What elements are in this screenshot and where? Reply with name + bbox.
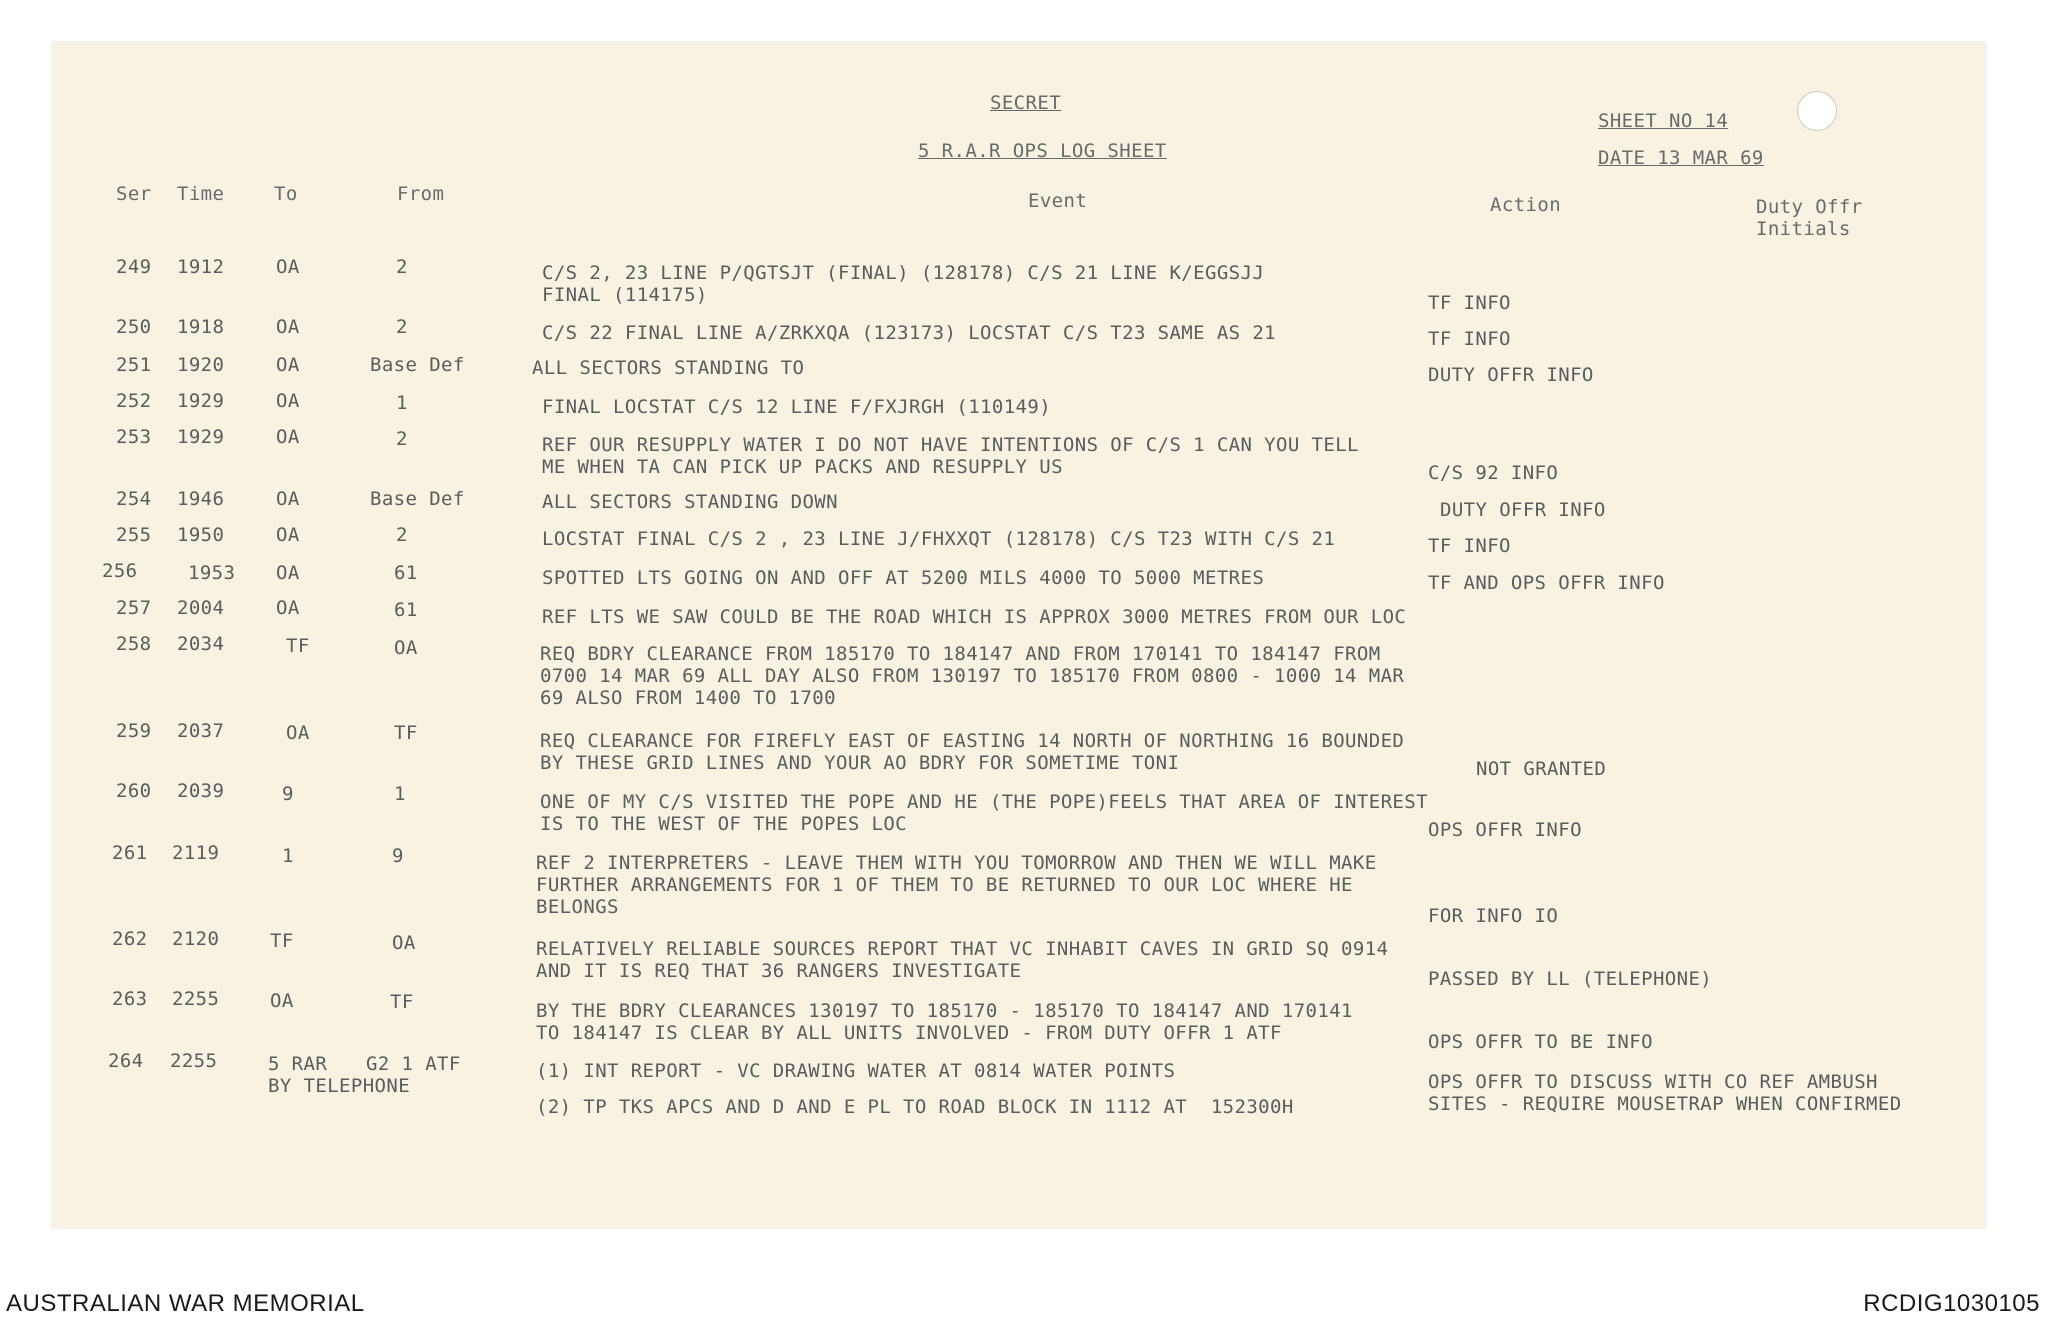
entry-action: DUTY OFFR INFO	[1428, 364, 1594, 386]
entry-time: 2255	[170, 1050, 218, 1072]
entry-event: BY THE BDRY CLEARANCES 130197 TO 185170 - 185170 TO 184147 AND 170141 TO 184147 IS CLEAR BY ALL UNITS INVOLVED - FROM DUTY OFFR 1 ATF	[536, 1000, 1353, 1044]
entry-event: ALL SECTORS STANDING TO	[532, 357, 805, 379]
entry-ser: 256	[102, 560, 138, 582]
entry-ser: 255	[116, 524, 152, 546]
sheet-date: DATE 13 MAR 69	[1598, 147, 1764, 169]
entry-event: REQ BDRY CLEARANCE FROM 185170 TO 184147 AND FROM 170141 TO 184147 FROM 0700 14 MAR 69 ALL DAY ALSO FROM 130197 TO 185170 FROM 0800 - 1000 14 MAR 69 ALSO FROM 1400 TO 1700	[540, 643, 1405, 709]
entry-time: 2037	[177, 720, 225, 742]
entry-time: 2004	[177, 597, 225, 619]
entry-to: TF	[270, 930, 294, 952]
entry-to: OA	[276, 256, 300, 278]
entry-event: SPOTTED LTS GOING ON AND OFF AT 5200 MILS 4000 TO 5000 METRES	[542, 567, 1265, 589]
entry-ser: 262	[112, 928, 148, 950]
entry-from: OA	[392, 932, 416, 954]
entry-action: TF AND OPS OFFR INFO	[1428, 572, 1665, 594]
entry-ser: 263	[112, 988, 148, 1010]
entry-ser: 260	[116, 780, 152, 802]
entry-from: 9	[392, 845, 404, 867]
entry-to: OA	[286, 722, 310, 744]
entry-from: TF	[394, 722, 418, 744]
entry-ser: 259	[116, 720, 152, 742]
entry-action: TF INFO	[1428, 535, 1511, 557]
entry-to: 1	[282, 845, 294, 867]
entry-event: REF 2 INTERPRETERS - LEAVE THEM WITH YOU TOMORROW AND THEN WE WILL MAKE FURTHER ARRANGEMENTS FOR 1 OF THEM TO BE RETURNED TO OUR LOC WHERE HE BELONGS	[536, 852, 1377, 918]
entry-action: OPS OFFR TO DISCUSS WITH CO REF AMBUSH SITES - REQUIRE MOUSETRAP WHEN CONFIRMED	[1428, 1071, 1902, 1115]
document-title: 5 R.A.R OPS LOG SHEET	[918, 140, 1167, 162]
entry-time: 1929	[177, 390, 225, 412]
entry-to: OA	[276, 354, 300, 376]
entry-from: 1	[396, 392, 408, 414]
entry-action: FOR INFO IO	[1428, 905, 1559, 927]
archive-credit: AUSTRALIAN WAR MEMORIAL	[6, 1290, 365, 1317]
entry-from: Base Def	[370, 354, 465, 376]
entry-from: 2	[396, 428, 408, 450]
col-header-action: Action	[1490, 194, 1562, 216]
col-header-from: From	[397, 183, 445, 205]
entry-time: 2039	[177, 780, 225, 802]
entry-to: OA	[276, 597, 300, 619]
entry-time: 1920	[177, 354, 225, 376]
entry-action: PASSED BY LL (TELEPHONE)	[1428, 968, 1713, 990]
classification-heading: SECRET	[990, 92, 1062, 114]
col-header-ser: Ser	[116, 183, 152, 205]
entry-event: ALL SECTORS STANDING DOWN	[542, 491, 838, 513]
entry-from: G2 1 ATF	[366, 1053, 461, 1075]
entry-event: RELATIVELY RELIABLE SOURCES REPORT THAT VC INHABIT CAVES IN GRID SQ 0914 AND IT IS REQ THAT 36 RANGERS INVESTIGATE	[536, 938, 1389, 982]
entry-from: Base Def	[370, 488, 465, 510]
entry-ser: 250	[116, 316, 152, 338]
entry-ser: 257	[116, 597, 152, 619]
entry-event: LOCSTAT FINAL C/S 2 , 23 LINE J/FHXXQT (128178) C/S T23 WITH C/S 21	[542, 528, 1336, 550]
entry-time: 1912	[177, 256, 225, 278]
entry-event: ONE OF MY C/S VISITED THE POPE AND HE (THE POPE)FEELS THAT AREA OF INTEREST IS TO THE WEST OF THE POPES LOC	[540, 791, 1428, 835]
entry-action: DUTY OFFR INFO	[1440, 499, 1606, 521]
entry-ser: 253	[116, 426, 152, 448]
col-header-event: Event	[1028, 190, 1088, 212]
entry-event: REF LTS WE SAW COULD BE THE ROAD WHICH IS APPROX 3000 METRES FROM OUR LOC	[542, 606, 1407, 628]
entry-event: C/S 2, 23 LINE P/QGTSJT (FINAL) (128178) C/S 21 LINE K/EGGSJJ FINAL (114175)	[542, 262, 1265, 306]
entry-ser: 261	[112, 842, 148, 864]
entry-event: REQ CLEARANCE FOR FIREFLY EAST OF EASTING 14 NORTH OF NORTHING 16 BOUNDED BY THESE GRID LINES AND YOUR AO BDRY FOR SOMETIME TONI	[540, 730, 1405, 774]
entry-time: 1946	[177, 488, 225, 510]
entry-event-continuation: (2) TP TKS APCS AND D AND E PL TO ROAD BLOCK IN 1112 AT 152300H	[536, 1096, 1294, 1118]
entry-ser: 254	[116, 488, 152, 510]
entry-event: FINAL LOCSTAT C/S 12 LINE F/FXJRGH (110149)	[542, 396, 1052, 418]
entry-from: 61	[394, 599, 418, 621]
entry-action: C/S 92 INFO	[1428, 462, 1559, 484]
entry-to: OA	[276, 316, 300, 338]
entry-to: 9	[282, 783, 294, 805]
punch-hole	[1797, 91, 1837, 131]
col-header-time: Time	[177, 183, 225, 205]
entry-time: 2119	[172, 842, 220, 864]
entry-action: TF INFO	[1428, 292, 1511, 314]
sheet-number: SHEET NO 14	[1598, 110, 1729, 132]
entry-action: OPS OFFR TO BE INFO	[1428, 1031, 1653, 1053]
entry-from: 2	[396, 256, 408, 278]
entry-time: 2255	[172, 988, 220, 1010]
col-header-duty-offr-initials: Duty Offr Initials	[1756, 196, 1863, 240]
archive-reference: RCDIG1030105	[1863, 1290, 2040, 1317]
entry-ser: 258	[116, 633, 152, 655]
entry-event: (1) INT REPORT - VC DRAWING WATER AT 0814 WATER POINTS	[536, 1060, 1176, 1082]
entry-action: OPS OFFR INFO	[1428, 819, 1582, 841]
entry-from: 1	[394, 783, 406, 805]
entry-time: 2120	[172, 928, 220, 950]
entry-to: OA	[276, 562, 300, 584]
entry-ser: 251	[116, 354, 152, 376]
entry-from: 2	[396, 316, 408, 338]
entry-action: NOT GRANTED	[1476, 758, 1607, 780]
entry-ser: 252	[116, 390, 152, 412]
log-sheet-paper	[52, 42, 1986, 1228]
entry-event: C/S 22 FINAL LINE A/ZRKXQA (123173) LOCSTAT C/S T23 SAME AS 21	[542, 322, 1277, 344]
entry-to: OA	[270, 990, 294, 1012]
entry-time: 2034	[177, 633, 225, 655]
entry-to: 5 RAR BY TELEPHONE	[268, 1053, 411, 1097]
entry-ser: 264	[108, 1050, 144, 1072]
entry-event: REF OUR RESUPPLY WATER I DO NOT HAVE INTENTIONS OF C/S 1 CAN YOU TELL ME WHEN TA CAN PICK UP PACKS AND RESUPPLY US	[542, 434, 1359, 478]
entry-to: OA	[276, 426, 300, 448]
entry-from: 61	[394, 562, 418, 584]
entry-time: 1953	[188, 562, 236, 584]
entry-from: OA	[394, 637, 418, 659]
entry-to: OA	[276, 524, 300, 546]
entry-to: OA	[276, 390, 300, 412]
entry-to: OA	[276, 488, 300, 510]
entry-time: 1929	[177, 426, 225, 448]
entry-action: TF INFO	[1428, 328, 1511, 350]
entry-time: 1918	[177, 316, 225, 338]
entry-to: TF	[286, 635, 310, 657]
entry-time: 1950	[177, 524, 225, 546]
entry-from: 2	[396, 524, 408, 546]
entry-from: TF	[390, 991, 414, 1013]
entry-ser: 249	[116, 256, 152, 278]
col-header-to: To	[274, 183, 298, 205]
